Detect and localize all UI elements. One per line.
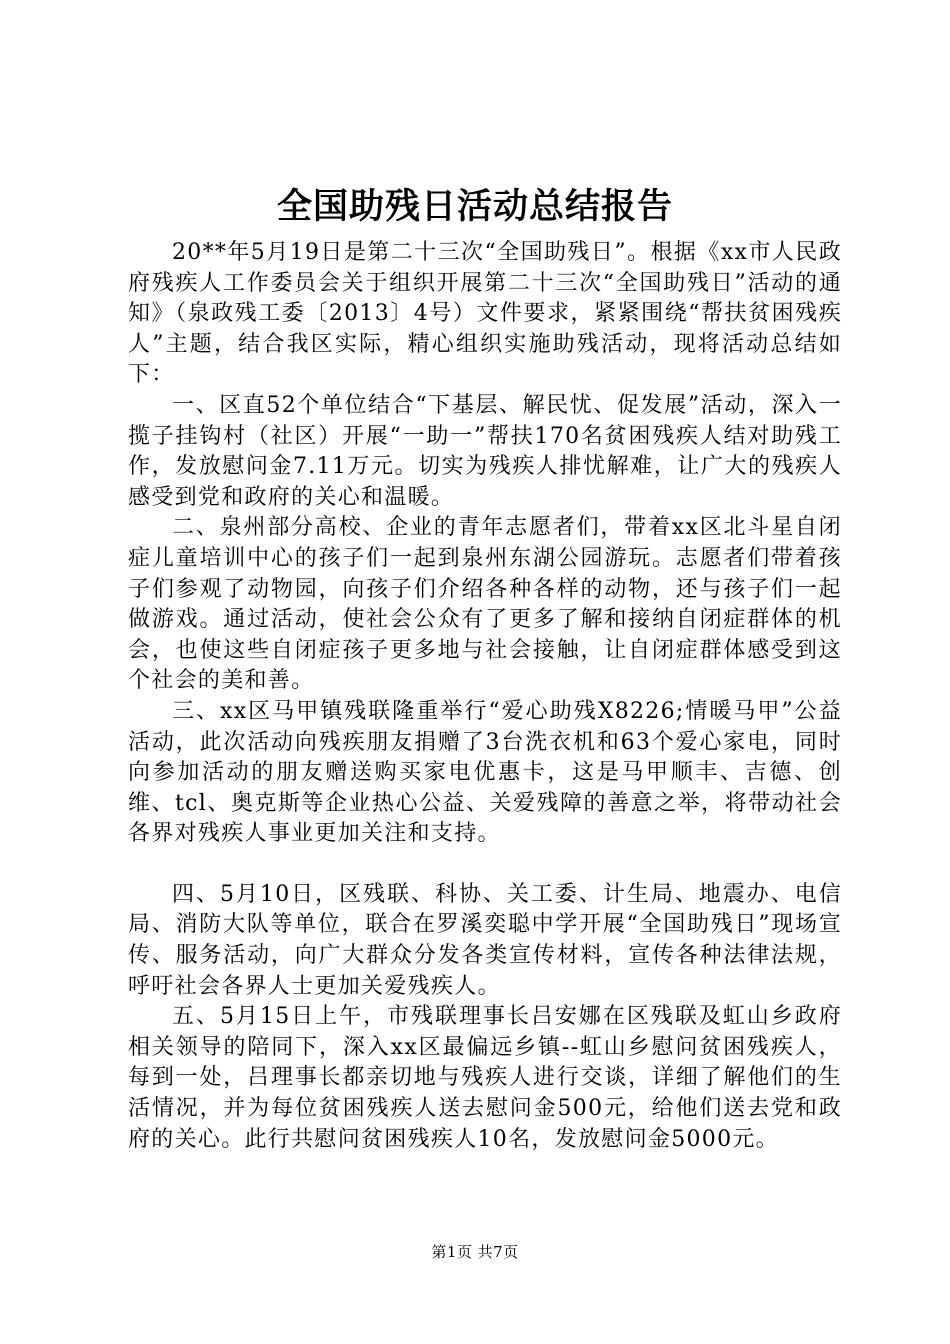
page-number-footer: 第1页 共7页 xyxy=(431,1243,519,1261)
paragraph-item-3: 三、xx区马甲镇残联隆重举行“爱心助残X8226;情暖马甲”公益活动，此次活动向残疾朋友捐赠了3台洗衣机和63个爱心家电，同时向参加活动的朋友赠送购买家电优惠卡，这是马甲顺丰、吉德、创维、tcl、奥克斯等企业热心公益、关爱残障的善意之举，将带动社会各界对残疾人事业更加关注和支持。 xyxy=(128,698,842,847)
document-body xyxy=(128,238,842,1155)
paragraph-item-2: 二、泉州部分高校、企业的青年志愿者们，带着xx区北斗星自闭症儿童培训中心的孩子们一起到泉州东湖公园游玩。志愿者们带着孩子们参观了动物园，向孩子们介绍各种各样的动物，还与孩子们一起做游戏。通过活动，使社会公众有了更多了解和接纳自闭症群体的机会，也使这些自闭症孩子更多地与社会接触，让自闭症群体感受到这个社会的美和善。 xyxy=(128,515,842,694)
intro-paragraph: 20**年5月19日是第二十三次“全国助残日”。根据《xx市人民政府残疾人工作委员会关于组织开展第二十三次“全国助残日”活动的通知》（泉政残工委〔2013〕4号）文件要求，紧紧围绕“帮扶贫困残疾人”主题，结合我区实际，精心组织实施助残活动，现将活动总结如下： xyxy=(128,240,842,388)
paragraph-item-5: 五、5月15日上午，市残联理事长吕安娜在区残联及虹山乡政府相关领导的陪同下，深入xx区最偏远乡镇--虹山乡慰问贫困残疾人，每到一处，吕理事长都亲切地与残疾人进行交谈，详细了解他们的生活情况，并为每位贫困残疾人送去慰问金500元，给他们送去党和政府的关心。此行共慰问贫困残疾人10名，发放慰问金5000元。 xyxy=(128,1004,842,1152)
paragraph-item-1: 一、区直52个单位结合“下基层、解民忧、促发展”活动，深入一揽子挂钩村（社区）开展“一助一”帮扶170名贫困残疾人结对助残工作，发放慰问金7.11万元。切实为残疾人排忧解难，让广大的残疾人感受到党和政府的关心和温暖。 xyxy=(128,392,842,510)
document-title: 全国助残日活动总结报告 xyxy=(276,186,673,227)
paragraph-item-4: 四、5月10日，区残联、科协、关工委、计生局、地震办、电信局、消防大队等单位，联合在罗溪奕聪中学开展“全国助残日”现场宣传、服务活动，向广大群众分发各类宣传材料，宣传各种法律法规，呼吁社会各界人士更加关爱残疾人。 xyxy=(128,881,842,999)
